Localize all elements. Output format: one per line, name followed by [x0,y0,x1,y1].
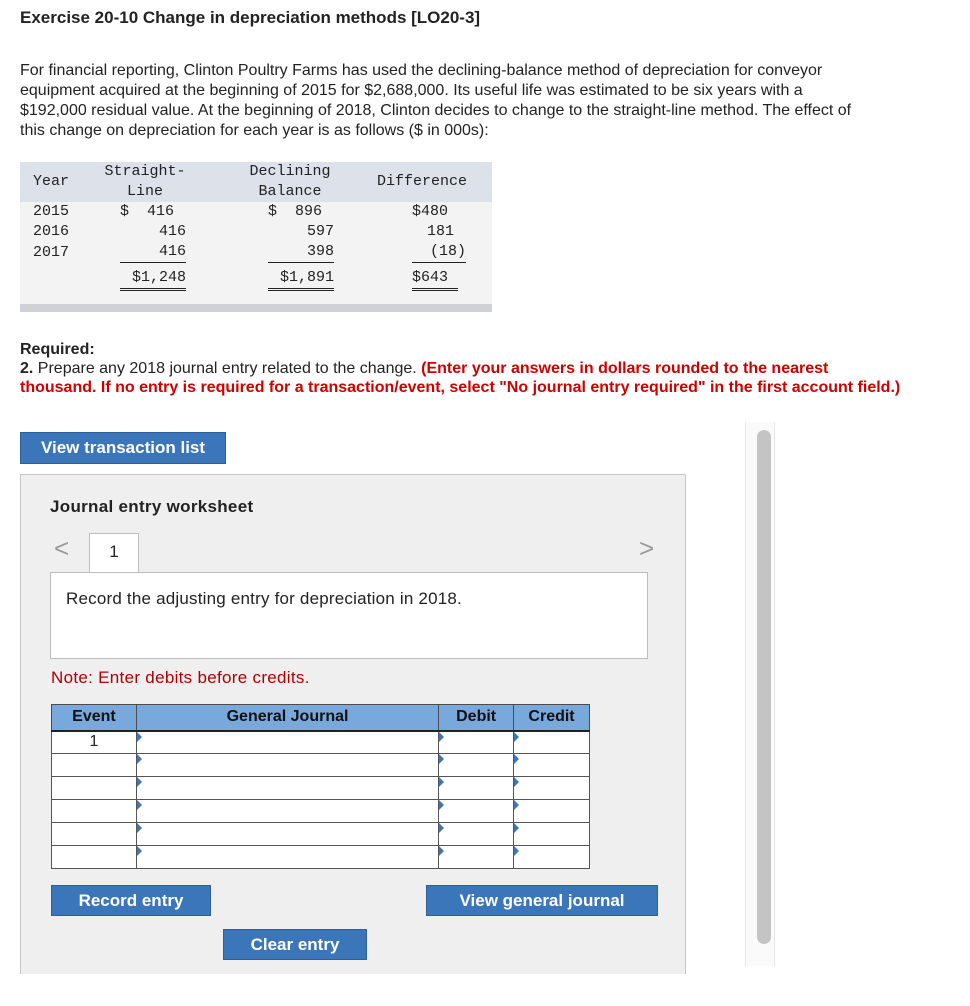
dropdown-marker-icon [514,823,519,833]
dropdown-marker-icon [514,732,519,742]
dropdown-marker-icon [514,846,519,856]
required-heading: Required: [20,341,95,358]
column-event: Event [52,705,137,731]
row-declining-balance: 398 [268,242,334,263]
debit-cell[interactable] [439,800,514,823]
scrollbar-thumb[interactable] [757,430,771,944]
table-row [52,823,590,846]
total-declining-balance: $1,891 [268,268,334,291]
row-year: 2016 [33,223,70,240]
instruction-text: (Enter your answers in dollars rounded to the nearest [421,360,829,377]
header-declining-balance: Balance [258,183,322,200]
header-straight-line: Line [126,183,163,200]
question-text: Prepare any 2018 journal entry related to the change. [33,360,422,377]
description-line: this change on depreciation for each year is as follows ($ in 000s): [20,122,489,139]
description-line: equipment acquired at the beginning of 2015 for $2,688,000. Its useful life was estimated to be six years with a [20,82,803,99]
account-cell[interactable] [136,754,438,777]
header-year: Year [33,173,70,190]
clear-entry-button[interactable]: Clear entry [223,929,367,960]
row-straight-line: 416 [158,223,186,240]
row-difference: $480 [412,203,449,220]
column-general-journal: General Journal [136,705,438,731]
debit-cell[interactable] [439,846,514,869]
account-cell[interactable] [136,823,438,846]
row-straight-line: $ 416 [120,203,175,220]
view-general-journal-button[interactable]: View general journal [426,885,658,916]
chevron-right-icon[interactable]: > [639,533,655,563]
header-difference: Difference [377,173,468,190]
dropdown-marker-icon [137,777,142,787]
row-difference: (18) [412,242,466,263]
credit-cell[interactable] [514,777,590,800]
credit-cell[interactable] [514,823,590,846]
dropdown-marker-icon [514,777,519,787]
debit-cell[interactable] [439,777,514,800]
journal-entry-table [51,704,590,869]
dropdown-marker-icon [514,800,519,810]
header-declining-balance: Declining [249,163,331,180]
journal-entry-worksheet [20,474,686,974]
row-declining-balance: $ 896 [268,203,323,220]
chevron-left-icon[interactable]: < [54,533,70,563]
row-year: 2017 [33,244,70,261]
column-debit: Debit [439,705,514,731]
dropdown-marker-icon [439,732,444,742]
row-straight-line: 416 [120,242,186,263]
event-cell[interactable] [52,777,137,800]
dropdown-marker-icon [439,800,444,810]
debit-cell[interactable] [439,731,514,754]
credit-cell[interactable] [514,800,590,823]
credit-cell[interactable] [514,754,590,777]
worksheet-tab-1[interactable]: 1 [89,533,139,574]
required-section [20,340,960,397]
header-straight-line: Straight- [104,163,186,180]
event-cell[interactable] [52,800,137,823]
row-declining-balance: 597 [306,223,334,240]
event-cell[interactable]: 1 [52,731,137,754]
debit-cell[interactable] [439,754,514,777]
table-row [52,800,590,823]
event-cell[interactable] [52,823,137,846]
scrollbar[interactable] [745,422,775,966]
credit-cell[interactable] [514,846,590,869]
total-difference: $643 [412,268,458,291]
event-cell[interactable] [52,754,137,777]
instruction-text: thousand. If no entry is required for a transaction/event, select "No journal entry required" in the first account field.) [20,379,901,396]
dropdown-marker-icon [439,823,444,833]
dropdown-marker-icon [137,732,142,742]
table-row [52,777,590,800]
account-cell[interactable] [136,731,438,754]
dropdown-marker-icon [137,823,142,833]
dropdown-marker-icon [137,754,142,764]
view-transaction-list-button[interactable]: View transaction list [20,432,226,464]
question-number: 2. [20,360,34,377]
credit-cell[interactable] [514,731,590,754]
problem-description [20,61,955,141]
worksheet-title: Journal entry worksheet [50,497,254,516]
table-row [52,846,590,869]
debit-cell[interactable] [439,823,514,846]
entry-note: Note: Enter debits before credits. [51,668,310,687]
dropdown-marker-icon [439,754,444,764]
column-credit: Credit [514,705,590,731]
required-question [20,359,960,378]
depreciation-table [20,162,492,312]
account-cell[interactable] [136,777,438,800]
row-difference: 181 [426,223,454,240]
account-cell[interactable] [136,846,438,869]
total-straight-line: $1,248 [120,268,186,291]
dropdown-marker-icon [439,846,444,856]
record-entry-button[interactable]: Record entry [51,885,211,916]
dropdown-marker-icon [514,754,519,764]
event-cell[interactable] [52,846,137,869]
dropdown-marker-icon [439,777,444,787]
dropdown-marker-icon [137,800,142,810]
account-cell[interactable] [136,800,438,823]
dropdown-marker-icon [137,846,142,856]
description-line: For financial reporting, Clinton Poultry Farms has used the declining-balance method of depreciation for conveyor [20,62,823,79]
table-row [52,754,590,777]
table-bottom-bar [20,304,492,312]
description-line: $192,000 residual value. At the beginning of 2018, Clinton decides to change to the straight-line method. The effect of [20,102,852,119]
page-title: Exercise 20-10 Change in depreciation methods [LO20-3] [20,8,481,27]
entry-prompt: Record the adjusting entry for depreciation in 2018. [50,572,648,659]
table-row [52,731,590,754]
row-year: 2015 [33,203,70,220]
